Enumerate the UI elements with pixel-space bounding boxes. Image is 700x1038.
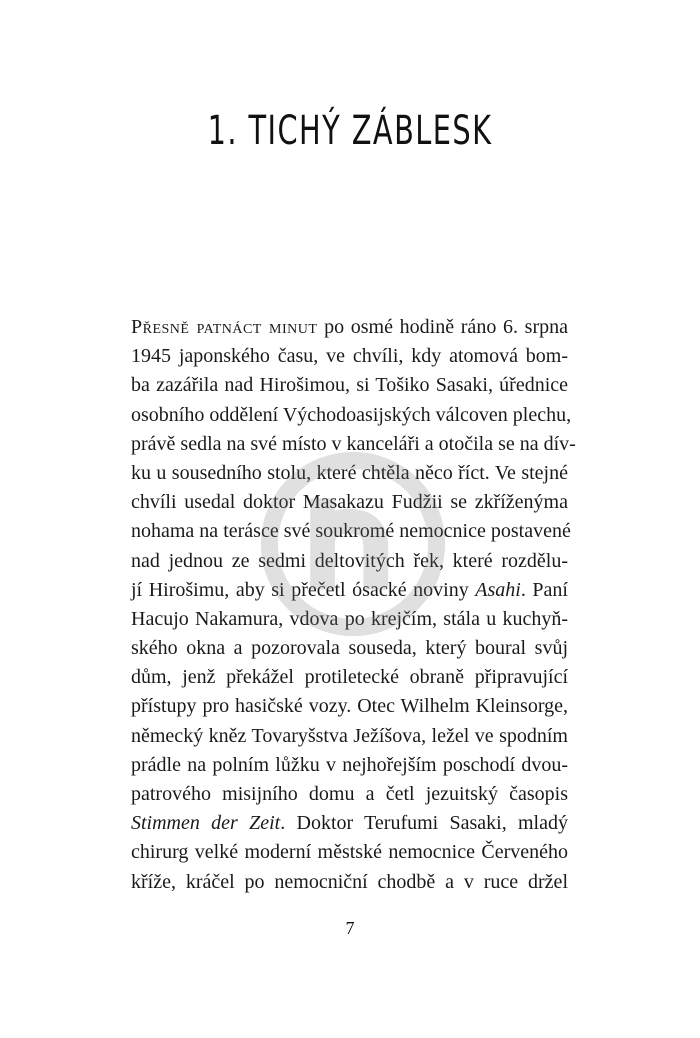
text-line: kříže, kráčel po nemocniční chodbě a v ruce držel [131, 870, 568, 893]
text-line: dům, jenž překážel protiletecké obraně připravující [131, 666, 568, 689]
text-line: Hacujo Nakamura, vdova po krejčím, stála u kuchyň- [131, 607, 568, 630]
text-line [131, 313, 568, 342]
line-text: . Doktor Terufumi Sasaki, mladý [280, 812, 568, 835]
newspaper-title: Asahi [475, 578, 521, 601]
text-line: patrového misijního domu a četl jezuitský časopis [131, 783, 568, 805]
text-line: nohama na terásce své soukromé nemocnice postavené [131, 520, 571, 543]
page-number: 7 [345, 918, 355, 938]
text-line: ku u sousedního stolu, které chtěla něco říct. Ve stejné [131, 461, 568, 484]
line-text: jí Hirošimu, aby si přečetl ósacké noviny [131, 578, 476, 601]
text-line [131, 576, 568, 605]
lead-in-smallcaps: Přesně patnáct minut [131, 316, 318, 338]
text-line [131, 809, 568, 838]
text-line: nad jednou ze sedmi deltovitých řek, které rozdělu- [131, 549, 568, 572]
line-text: po osmé hodině ráno 6. srpna [317, 316, 568, 338]
text-line: přístupy pro hasičské vozy. Otec Wilhelm Kleinsorge, [131, 695, 568, 718]
text-line: právě sedla na své místo v kanceláři a otočila se na dív- [131, 432, 576, 455]
text-line: 1945 japonského času, ve chvíli, kdy atomová bom- [131, 345, 568, 368]
text-line: prádle na polním lůžku v nejhořejším poschodí dvou- [131, 753, 568, 776]
chapter-title: 1. TICHÝ ZÁBLESK [207, 108, 493, 154]
text-line: osobního oddělení Východoasijských válcoven plechu, [131, 403, 572, 426]
text-line: chvíli usedal doktor Masakazu Fudžii se zkříženýma [131, 491, 568, 514]
line-text: . Paní [520, 578, 568, 601]
text-line: chirurg velké moderní městské nemocnice Červeného [131, 841, 568, 864]
text-line: ba zazářila nad Hirošimou, si Tošiko Sasaki, úřednice [131, 374, 568, 397]
magazine-title: Stimmen der Zeit [131, 812, 281, 835]
text-line: německý kněz Tovaryšstva Ježíšova, ležel ve spodním [131, 724, 568, 747]
body-text [131, 313, 576, 897]
text-line: ského okna a pozorovala souseda, který boural svůj [131, 637, 568, 660]
